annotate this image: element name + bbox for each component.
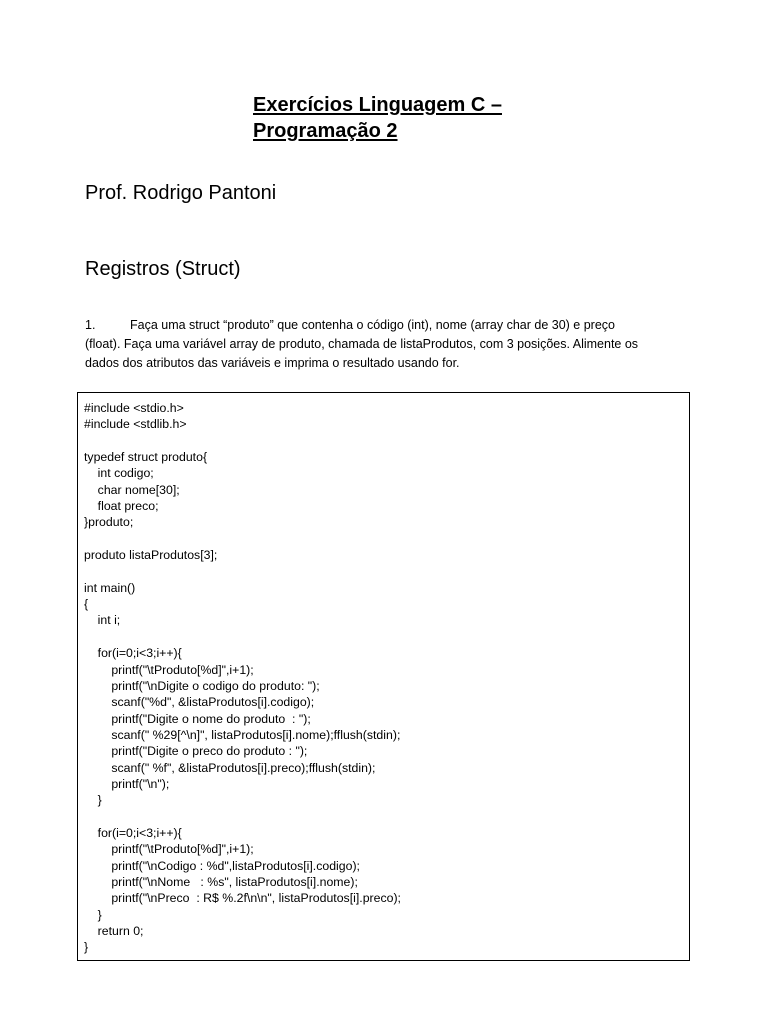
section-heading: Registros (Struct): [85, 258, 241, 280]
exercise-text: Faça uma struct “produto” que contenha o código (int), nome (array char de 30) e preço (float). Faça uma variável array de produto, chamada de listaProdutos, com 3 posições. Alimente os dados dos atributos das variáveis e imprima o resultado usando for.: [85, 318, 639, 370]
author-heading: Prof. Rodrigo Pantoni: [85, 182, 277, 204]
document-title: [253, 92, 502, 144]
exercise-number: 1.: [85, 318, 96, 332]
title-line-1: Exercícios Linguagem C –: [253, 94, 502, 116]
title-line-2: Programação 2: [253, 120, 398, 142]
code-listing: #include <stdio.h> #include <stdlib.h> typedef struct produto{ int codigo; char nome[30]; float preco; }produto; produto listaProdutos[3]; int main() { int i; for(i=0;i<3;i++){ printf("\tProduto[%d]",i+1); printf("\nDigite o codigo do produto: "); scanf("%d", &listaProdutos[i].codigo); printf("Digite o nome do produto : "); scanf(" %29[^\n]", listaProdutos[i].nome);fflush(stdin); printf("Digite o preco do produto : "); scanf(" %f", &listaProdutos[i].preco);fflush(stdin); printf("\n"); } for(i=0;i<3;i++){ printf("\tProduto[%d]",i+1); printf("\nCodigo : %d",listaProdutos[i].codigo); printf("\nNome : %s", listaProdutos[i].nome); printf("\nPreco : R$ %.2f\n\n", listaProdutos[i].preco); } return 0; }: [84, 401, 401, 955]
exercise-paragraph: [85, 316, 645, 373]
code-box: [77, 392, 690, 961]
